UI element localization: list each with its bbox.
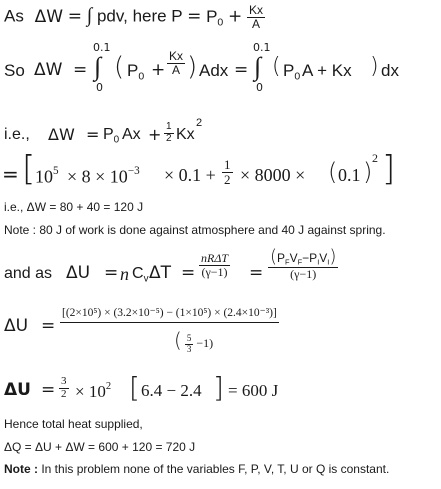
line1-integrand: pdv, here P: [96, 6, 183, 26]
line2-plus: +: [151, 60, 166, 80]
line4-t2: × $8 \times 10^{-3}$: [67, 165, 140, 187]
line9-frac: $\frac{3}{2}$: [61, 375, 67, 400]
line2-p0: $P_0$: [127, 61, 145, 83]
note-no-constant: [4, 463, 389, 475]
line1-fraction: $\frac{Kx}{A}$: [248, 3, 263, 31]
line2-int1: ∫: [94, 52, 102, 81]
line1-plus: +: [228, 6, 243, 27]
line4-t1: $10^5$: [35, 165, 59, 187]
line1-lead: As: [4, 6, 24, 26]
line9-times: × $10^2$: [75, 381, 112, 401]
line-heat-result: ΔQ = ΔU + ΔW = 600 + 120 = 720 J: [4, 440, 196, 454]
line3-ax: Ax: [122, 126, 141, 143]
line2-body2: A + Kx: [302, 61, 352, 80]
line7-eq3: =: [249, 263, 264, 283]
line3-lead: i.e.,: [4, 126, 30, 143]
line-work-integral: [4, 4, 265, 30]
line2-eq2: =: [234, 60, 249, 80]
line2-int2-upper: 0.1: [253, 41, 271, 54]
line3-eq: =: [86, 125, 100, 144]
line7-n: n: [120, 264, 129, 284]
line1-p0: $P_0$: [206, 6, 224, 29]
line2-lhs: ΔW: [34, 60, 63, 80]
note-work-split: Note : 80 J of work is done against atmosphere and 40 J against spring.: [4, 223, 386, 237]
line2-rparen: ): [187, 52, 198, 82]
line2-int2-lower: 0: [256, 81, 263, 94]
line4-t5-exp: 2: [372, 151, 378, 165]
line7-lead: and as: [4, 265, 53, 282]
line7-frac2: $(P_FV_F-P_IV_I)$ (γ−1): [270, 246, 337, 281]
line7-c: $C_v$: [132, 265, 149, 285]
line2-lparen: (: [114, 52, 125, 82]
note-text: In this problem none of the variables F, P, V, T, U or Q is constant.: [41, 462, 390, 476]
line3-sq: 2: [196, 117, 203, 129]
line7-frac1: nRΔT (γ−1): [201, 251, 229, 279]
line7-dt: ΔT: [149, 263, 172, 283]
line4-t3: × 0.1 +: [164, 165, 216, 185]
line2-int1-upper: 0.1: [93, 41, 111, 54]
line8-lhs: ΔU: [4, 316, 29, 336]
line2-int1-lower: 0: [96, 81, 103, 94]
note-label: Note :: [4, 462, 38, 476]
line2-int2: ∫: [254, 52, 262, 81]
line4-rbr: ]: [382, 149, 396, 189]
line8-eq: =: [41, 316, 56, 336]
line2-p0b: $P_0$: [283, 61, 301, 83]
line2-lead: So: [4, 61, 25, 80]
line4-half: $\frac{1}{2}$: [224, 157, 231, 187]
line9-rbr: ]: [213, 371, 224, 404]
line2-rparen2: ): [370, 54, 379, 79]
line4-t5: 0.1: [338, 165, 361, 185]
line-work-total: i.e., ΔW = 80 + 40 = 120 J: [4, 200, 144, 214]
line9-tail: = 600 J: [228, 381, 279, 400]
line2-dx: dx: [381, 61, 399, 80]
line1-int: ∫: [86, 4, 93, 27]
line1-eq2: =: [187, 6, 202, 27]
line3-lhs: ΔW: [48, 125, 75, 144]
line1-lhs: ΔW: [34, 6, 64, 27]
line8-den: ( $\frac{5}{3}$ −1): [174, 328, 214, 354]
line4-t4: × 8000 ×: [240, 165, 306, 185]
line4-lbr: [: [22, 149, 36, 189]
line1-eq: =: [67, 6, 83, 27]
line9-lhs: ΔU: [4, 380, 31, 400]
line4-rp: ): [363, 158, 373, 186]
line3-p0: $P_0$: [103, 126, 120, 146]
line3-half: $\frac{1}{2}$: [166, 121, 172, 144]
line3-kx: Kx: [176, 126, 195, 143]
line7-eq2: =: [181, 263, 196, 283]
line2-lparen2: (: [272, 54, 281, 79]
line3-plus: +: [148, 125, 162, 144]
line7-lhs: ΔU: [66, 263, 91, 283]
line2-eq: =: [73, 60, 88, 80]
line-heat-intro: Hence total heat supplied,: [4, 417, 143, 431]
line2-tail: Adx: [199, 61, 229, 80]
line9-inner: 6.4 − 2.4: [141, 381, 202, 400]
line9-eq: =: [41, 380, 56, 400]
line4-eq: =: [2, 162, 19, 186]
line4-lp: (: [328, 158, 338, 186]
line9-lbr: [: [129, 371, 140, 404]
line7-eq: =: [104, 263, 119, 283]
line8-num: [(2×10⁵) × (3.2×10⁻⁵) − (1×10⁵) × (2.4×10⁻³)]: [60, 308, 279, 323]
line2-fraction: $\frac{Kx}{A}$: [169, 49, 184, 77]
